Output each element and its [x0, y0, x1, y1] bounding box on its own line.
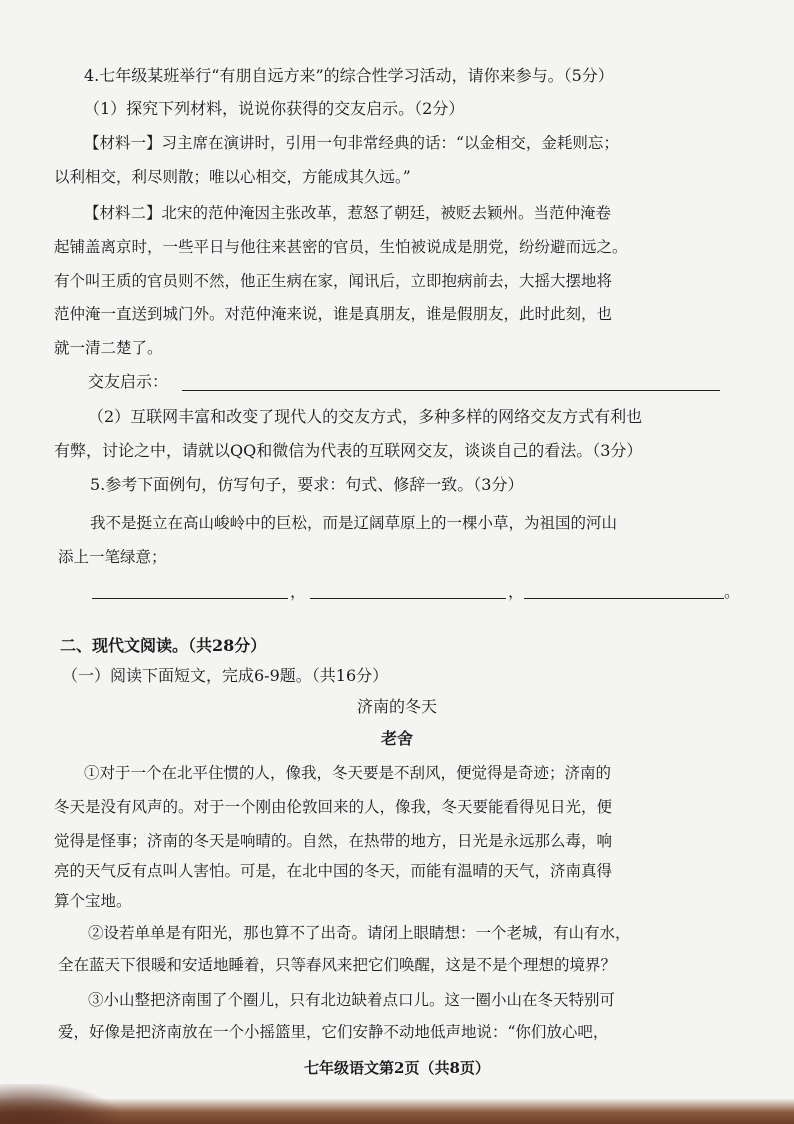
answer-label: 交友启示： [88, 372, 169, 391]
section2-title: 二、现代文阅读。（共28分） [60, 636, 267, 655]
imitation-blank-1[interactable] [92, 598, 288, 599]
material2-line3: 有个叫王质的官员则不然，他正生病在家，闻讯后，立即抱病前去，大摇大摆地将 [54, 272, 613, 290]
essay-p3-line1: ③小山整把济南围了个圈儿，只有北边缺着点口儿。这一圈小山在冬天特别可 [88, 991, 616, 1009]
q5-title: 5.参考下面例句，仿写句子，要求：句式、修辞一致。（3分） [90, 475, 524, 494]
essay-p2-line2: 全在蓝天下很暖和安适地睡着，只等春风来把它们唤醒，这是不是个理想的境界？ [58, 956, 617, 974]
q5-example-line2: 添上一笔绿意； [58, 548, 167, 566]
imitation-blank-3[interactable] [524, 598, 724, 599]
material1-line1: 【材料一】习主席在演讲时，引用一句非常经典的话：“以金相交，金耗则忘； [84, 134, 619, 152]
essay-p1-line5: 算个宝地。 [54, 892, 132, 910]
period: 。 [724, 582, 741, 601]
material2-line1: 【材料二】北宋的范仲淹因主张改革，惹怒了朝廷，被贬去颖州。当范仲淹卷 [84, 204, 612, 222]
material2-line5: 就一清二楚了。 [54, 339, 163, 357]
essay-author: 老舍 [380, 729, 413, 748]
answer-blank-line[interactable] [182, 390, 720, 391]
imitation-blank-2[interactable] [310, 598, 506, 599]
comma-1: ， [290, 582, 307, 601]
q4-sub2-line2: 有弊，讨论之中，请就以QQ和微信为代表的互联网交友，谈谈自己的看法。（3分） [54, 441, 643, 460]
page-corner-shadow [0, 1084, 120, 1124]
essay-p1-line1: ①对于一个在北平住惯的人，像我，冬天要是不刮风，便觉得是奇迹；济南的 [84, 764, 612, 782]
essay-p2-line1: ②设若单单是有阳光，那也算不了出奇。请闭上眼睛想：一个老城，有山有水， [88, 924, 631, 942]
part1-instruction: （一）阅读下面短文，完成6-9题。（共16分） [62, 666, 389, 685]
q4-sub2-line1: （2）互联网丰富和改变了现代人的交友方式，多种多样的网络交友方式有利也 [88, 407, 643, 426]
essay-title: 济南的冬天 [356, 697, 437, 716]
essay-p1-line3: 觉得是怪事；济南的冬天是响晴的。自然，在热带的地方，日光是永远那么毒，响 [54, 832, 613, 850]
q5-example-line1: 我不是挺立在高山峻岭中的巨松，而是辽阔草原上的一棵小草，为祖国的河山 [90, 514, 618, 532]
essay-p1-line2: 冬天是没有风声的。对于一个刚由伦敦回来的人，像我，冬天要能看得见日光，便 [54, 798, 613, 816]
essay-p3-line2: 爱，好像是把济南放在一个小摇篮里，它们安静不动地低声地说：“你们放心吧， [58, 1023, 609, 1041]
material1-line2: 以利相交，利尽则散；唯以心相交，方能成其久远。” [54, 168, 411, 186]
comma-2: ， [508, 582, 525, 601]
page-footer: 七年级语文第2页（共8页） [304, 1059, 490, 1077]
material2-line2: 起铺盖离京时，一些平日与他往来甚密的官员，生怕被说成是朋党，纷纷避而远之。 [54, 238, 628, 256]
essay-p1-line4: 亮的天气反有点叫人害怕。可是，在北中国的冬天，而能有温晴的天气，济南真得 [54, 862, 613, 880]
q4-sub1: （1）探究下列材料，说说你获得的交友启示。（2分） [84, 99, 465, 118]
material2-line4: 范仲淹一直送到城门外。对范仲淹来说，谁是真朋友，谁是假朋友，此时此刻，也 [54, 305, 613, 323]
q4-title: 4.七年级某班举行“有朋自远方来”的综合性学习活动，请你来参与。（5分） [84, 66, 614, 85]
